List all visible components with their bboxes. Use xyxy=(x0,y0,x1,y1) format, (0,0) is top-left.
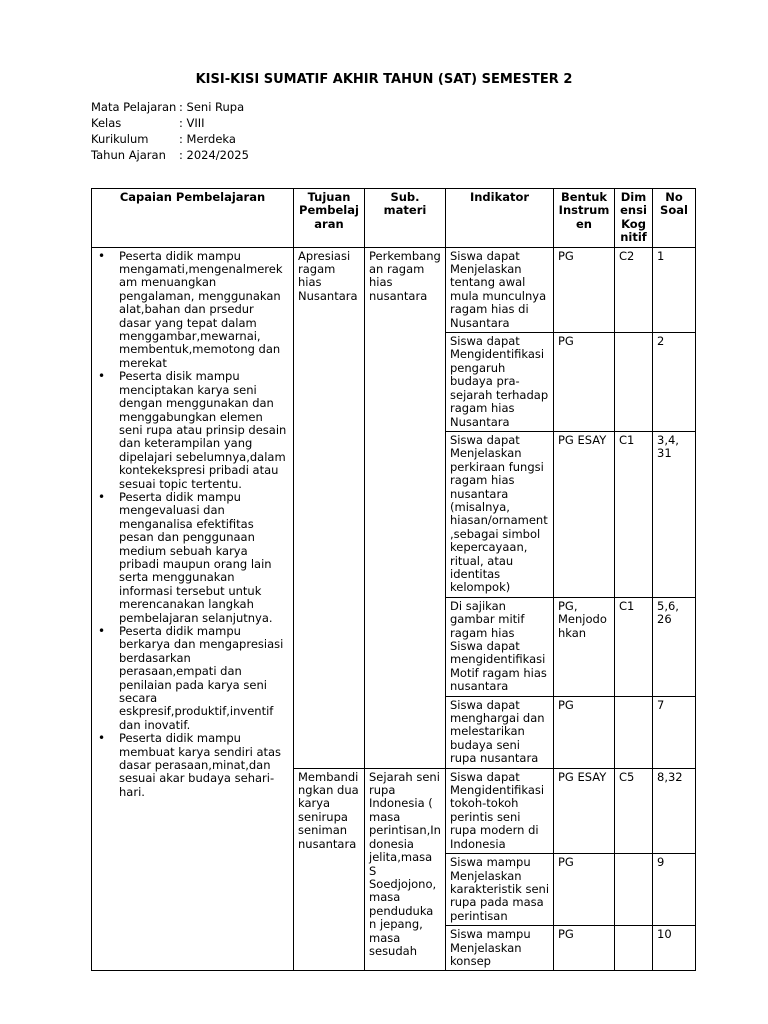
header-dimensi-kognitif: Dimensi Kognitif xyxy=(615,189,653,248)
no-soal-cell: 9 xyxy=(653,854,696,926)
indikator-cell: Siswa mampu Menjelaskan konsep xyxy=(446,926,554,971)
no-soal-cell: 2 xyxy=(653,333,696,432)
meta-label: Kurikulum xyxy=(91,132,149,146)
capaian-list xyxy=(119,250,287,800)
header-capaian: Capaian Pembelajaran xyxy=(92,189,294,248)
dimensi-kognitif-cell: C5 xyxy=(615,768,653,853)
dimensi-kognitif-cell xyxy=(615,854,653,926)
bentuk-instrumen-cell: PG xyxy=(554,926,615,971)
meta-row-curriculum xyxy=(91,131,249,147)
capaian-item: • Peserta didik mampu mengevaluasi dan menganalisa efektifitas pesan dan penggunaan medium sebuah karya pribadi maupun orang lain serta menggunakan informasi tersebut untuk merencanakan langkah pembelajaran selanjutnya. xyxy=(119,491,287,625)
capaian-item: • Peserta didik mampu mengamati,mengenalmerekam menuangkan pengalaman, menggunakan alat,bahan dan prsedur dasar yang tepat dalam menggambar,mewarnai, membentuk,memotong dan merekat xyxy=(119,250,287,371)
meta-row-school-year xyxy=(91,147,249,163)
no-soal-cell: 5,6, 26 xyxy=(653,597,696,696)
tujuan-pembelajaran-cell: Apresiasi ragam hias Nusantara xyxy=(294,247,365,768)
bentuk-instrumen-cell: PG ESAY xyxy=(554,768,615,853)
capaian-item: • Peserta disik mampu menciptakan karya seni dengan menggunakan dan menggabungkan elemen seni rupa atau prinsip desain dan keterampilan yang dipelajari sebelumnya,dalam kontekekspresi pribadi atau sesuai topic tertentu. xyxy=(119,370,287,491)
meta-label: Kelas xyxy=(91,116,122,130)
bentuk-instrumen-cell: PG xyxy=(554,696,615,768)
bentuk-instrumen-cell: PG xyxy=(554,854,615,926)
kisi-kisi-table xyxy=(91,188,696,971)
no-soal-cell: 1 xyxy=(653,247,696,332)
sub-materi-cell: Perkembangan ragam hias nusantara xyxy=(365,247,446,768)
sub-materi-cell: Sejarah seni rupa Indonesia ( masa perintisan,Indonesia jelita,masa S Soedjojono, masa penduduka n jepang, masa sesudah xyxy=(365,768,446,971)
indikator-cell: Siswa dapat menghargai dan melestarikan budaya seni rupa nusantara xyxy=(446,696,554,768)
meta-value: : 2024/2025 xyxy=(179,148,249,162)
indikator-cell: Siswa dapat Menjelaskan perkiraan fungsi ragam hias nusantara (misalnya, hiasan/ornament,sebagai simbol kepercayaan, ritual, atau identitas kelompok) xyxy=(446,431,554,597)
meta-value: : VIII xyxy=(179,116,205,130)
indikator-cell: Siswa dapat Menjelaskan tentang awal mula munculnya ragam hias di Nusantara xyxy=(446,247,554,332)
dimensi-kognitif-cell xyxy=(615,926,653,971)
header-indikator: Indikator xyxy=(446,189,554,248)
header-sub-materi: Sub. materi xyxy=(365,189,446,248)
capaian-pembelajaran-cell xyxy=(92,247,294,971)
bentuk-instrumen-cell: PG xyxy=(554,247,615,332)
table-header-row xyxy=(92,189,696,248)
meta-row-class xyxy=(91,115,249,131)
indikator-cell: Di sajikan gambar mitif ragam hias Siswa dapat mengidentifikasi Motif ragam hias nusantara xyxy=(446,597,554,696)
table-row xyxy=(92,247,696,332)
bentuk-instrumen-cell: PG, Menjodohkan xyxy=(554,597,615,696)
dimensi-kognitif-cell xyxy=(615,333,653,432)
indikator-cell: Siswa dapat Mengidentifikasi pengaruh budaya pra-sejarah terhadap ragam hias Nusantara xyxy=(446,333,554,432)
no-soal-cell: 8,32 xyxy=(653,768,696,853)
tujuan-pembelajaran-cell: Membandingkan dua karya senirupa seniman nusantara xyxy=(294,768,365,971)
document-title: KISI-KISI SUMATIF AKHIR TAHUN (SAT) SEMESTER 2 xyxy=(195,72,573,87)
dimensi-kognitif-cell: C1 xyxy=(615,431,653,597)
no-soal-cell: 7 xyxy=(653,696,696,768)
capaian-item: • Peserta didik mampu berkarya dan mengapresiasi berdasarkan perasaan,empati dan penilaian pada karya seni secara eskpresif,produktif,inventif dan inovatif. xyxy=(119,625,287,732)
capaian-item: • Peserta didik mampu membuat karya sendiri atas dasar perasaan,minat,dan sesuai akar budaya sehari-hari. xyxy=(119,732,287,799)
dimensi-kognitif-cell: C2 xyxy=(615,247,653,332)
meta-value: : Seni Rupa xyxy=(179,100,245,114)
dimensi-kognitif-cell: C1 xyxy=(615,597,653,696)
header-no-soal: No Soal xyxy=(653,189,696,248)
bentuk-instrumen-cell: PG xyxy=(554,333,615,432)
indikator-cell: Siswa mampu Menjelaskan karakteristik seni rupa pada masa perintisan xyxy=(446,854,554,926)
header-bentuk-instrumen: Bentuk Instrumen xyxy=(554,189,615,248)
indikator-cell: Siswa dapat Mengidentifikasi tokoh-tokoh perintis seni rupa modern di Indonesia xyxy=(446,768,554,853)
no-soal-cell: 3,4, 31 xyxy=(653,431,696,597)
meta-row-subject xyxy=(91,99,249,115)
header-tujuan: Tujuan Pembelajaran xyxy=(294,189,365,248)
dimensi-kognitif-cell xyxy=(615,696,653,768)
no-soal-cell: 10 xyxy=(653,926,696,971)
meta-label: Mata Pelajaran xyxy=(91,100,177,114)
meta-label: Tahun Ajaran xyxy=(91,148,166,162)
meta-value: : Merdeka xyxy=(179,132,236,146)
bentuk-instrumen-cell: PG ESAY xyxy=(554,431,615,597)
document-meta xyxy=(91,99,249,163)
